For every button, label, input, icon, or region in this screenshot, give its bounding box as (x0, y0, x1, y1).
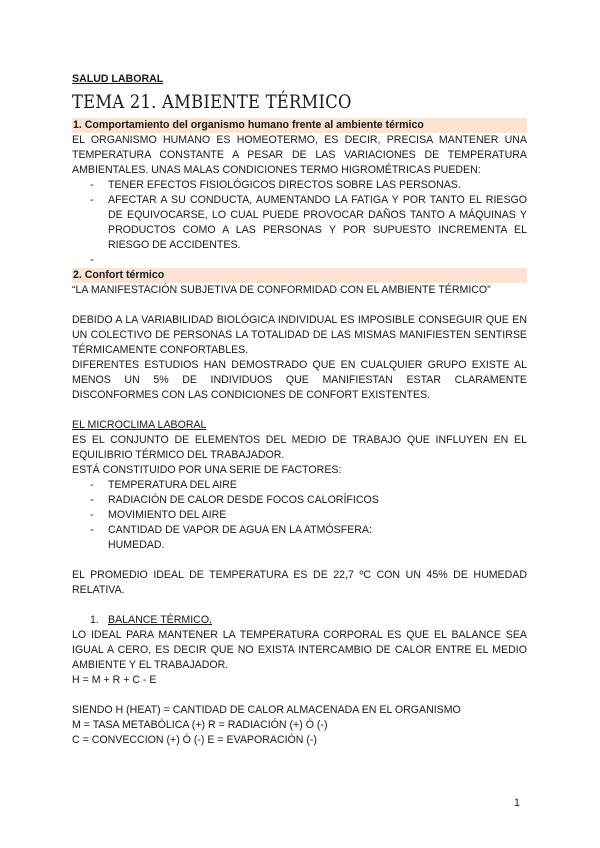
definition-h: SIENDO H (HEAT) = CANTIDAD DE CALOR ALMACENADA EN EL ORGANISMO (72, 704, 461, 716)
document-body (72, 72, 527, 748)
spacer (72, 688, 527, 703)
balance-formula: H = M + R + C - E (72, 674, 157, 686)
microclima-title: EL MICROCLIMA LABORAL (72, 419, 207, 431)
microclima-definition: ES EL CONJUNTO DE ELEMENTOS DEL MEDIO DE TRABAJO QUE INFLUYEN EN EL EQUILIBRIO TÉRMICO DEL TRABAJADOR. (72, 434, 527, 461)
paragraph: DIFERENTES ESTUDIOS HAN DEMOSTRADO QUE EN CUALQUIER GRUPO EXISTE AL MENOS UN 5% DE INDIVIDUOS QUE MANIFIESTAN ESTAR CLARAMENTE DISCONFORMES CON LAS CONDICIONES DE CONFORT EXISTENTES. (72, 359, 527, 401)
balance-title: BALANCE TÉRMICO. (108, 614, 212, 626)
list-item: - MOVIMIENTO DEL AIRE (72, 508, 527, 523)
definition-c-e: C = CONVECCION (+) Ó (-) E = EVAPORACIÓN (-) (72, 734, 317, 746)
list-item: - TEMPERATURA DEL AIRE (72, 478, 527, 493)
list-item: - AFECTAR A SU CONDUCTA, AUMENTANDO LA FATIGA Y POR TANTO EL RIESGO DE EQUIVOCARSE, LO CUAL PUEDE PROVOCAR DAÑOS TANTO A MÁQUINAS Y PRODUCTOS COMO A LAS PERSONAS Y POR SUPUESTO INCREMENTA EL RIESGO DE ACCIDENTES. (72, 193, 527, 253)
spacer (72, 298, 527, 313)
list-item (72, 253, 527, 268)
section-1-list (72, 178, 527, 268)
section-2-heading: 2. Confort térmico (72, 268, 527, 283)
paragraph: DEBIDO A LA VARIABILIDAD BIOLÓGICA INDIVIDUAL ES IMPOSIBLE CONSEGUIR QUE EN UN COLECTIVO DE PERSONAS LA TOTALIDAD DE LAS MISMAS MANIFIESTEN SENTIRSE TÉRMICAMENTE CONFORTABLES. (72, 314, 527, 356)
balance-number: 1. (90, 614, 99, 626)
subject-label: SALUD LABORAL (72, 73, 164, 85)
spacer (72, 598, 527, 613)
factor-list (72, 478, 527, 538)
section-1-intro: EL ORGANISMO HUMANO ES HOMEOTERMO, ES DECIR, PRECISA MANTENER UNA TEMPERATURA CONSTANTE A PESAR DE LAS VARIACIONES DE TEMPERATURA AMBIENTALES. UNAS MALAS CONDICIONES TERMO HIGROMÉTRICAS PUEDEN: (72, 134, 527, 176)
definition-quote: “LA MANIFESTACIÓN SUBJETIVA DE CONFORMIDAD CON EL AMBIENTE TÉRMICO” (72, 284, 491, 296)
list-item: - TENER EFECTOS FISIOLÓGICOS DIRECTOS SOBRE LAS PERSONAS. (72, 178, 527, 193)
average-statement: EL PROMEDIO IDEAL DE TEMPERATURA ES DE 22,7 ºC CON UN 45% DE HUMEDAD RELATIVA. (72, 569, 527, 596)
list-item: - CANTIDAD DE VAPOR DE AGUA EN LA ATMÓSFERA: (72, 523, 527, 538)
definition-m-r: M = TASA METABÓLICA (+) R = RADIACIÓN (+) Ó (-) (72, 719, 328, 731)
spacer (72, 553, 527, 568)
page-number: 1 (514, 797, 520, 809)
balance-text: LO IDEAL PARA MANTENER LA TEMPERATURA CORPORAL ES QUE EL BALANCE SEA IGUAL A CERO, ES DECIR QUE NO EXISTA INTERCAMBIO DE CALOR ENTRE EL MEDIO AMBIENTE Y EL TRABAJADOR. (72, 629, 527, 671)
spacer (72, 403, 527, 418)
page-title: TEMA 21. AMBIENTE TÉRMICO (72, 91, 352, 113)
balance-heading (72, 613, 527, 628)
section-1-heading: 1. Comportamiento del organismo humano frente al ambiente térmico (72, 118, 527, 133)
microclima-lead: ESTÁ CONSTITUIDO POR UNA SERIE DE FACTORES: (72, 464, 342, 476)
factor-subitem: HUMEDAD. (108, 539, 165, 551)
list-item: - RADIACIÓN DE CALOR DESDE FOCOS CALORÍFICOS (72, 493, 527, 508)
